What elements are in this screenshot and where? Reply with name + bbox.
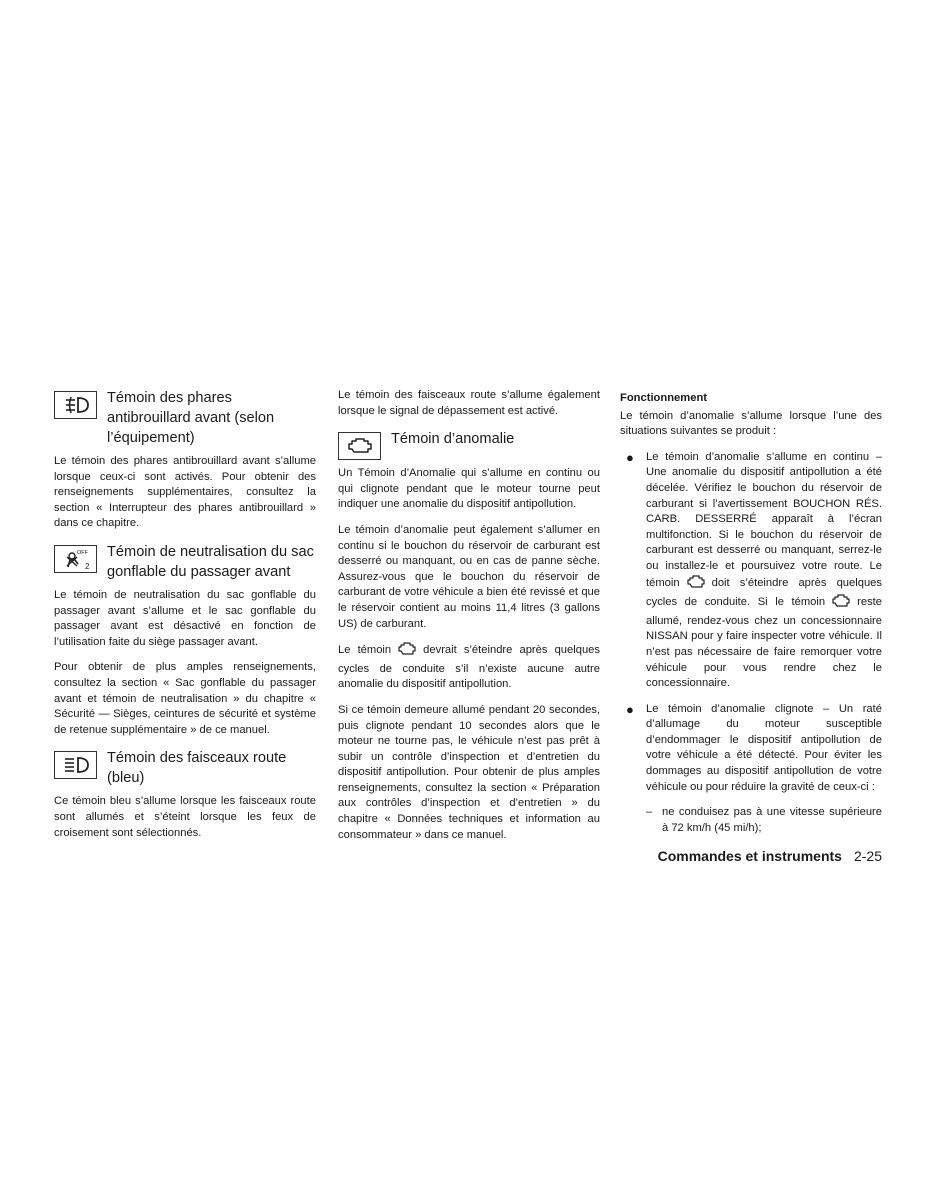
list-item	[620, 450, 882, 692]
high-beam-icon	[54, 751, 97, 779]
bullet-icon: ●	[626, 701, 634, 717]
airbag-section-header	[54, 542, 316, 582]
operation-intro: Le témoin d’anomalie s’allume lorsque l’une des situations suivantes se produit :	[620, 409, 882, 438]
fog-light-description: Le témoin des phares antibrouillard avant s’allume lorsque ceux-ci sont activés. Pour obtenir des renseignements supplémentaires, consultez la section « Interrupteur des phares antibrouillard » dans ce chapitre.	[54, 455, 316, 530]
high-beam-description: Ce témoin bleu s’allume lorsque les faisceaux route sont allumés et s’éteint lorsque les feux de croisement sont sélectionnés.	[54, 795, 316, 839]
malfunction-section-header	[338, 429, 600, 460]
bullet-1-part-2: doit s’éteindre après quelques cycles de conduite. Si le témoin	[646, 576, 882, 609]
malfunction-paragraph-3-start: Le témoin	[338, 644, 392, 657]
airbag-paragraph-2: Pour obtenir de plus amples renseignements, consultez la section « Sac gonflable du passager avant et témoin de neutralisation » du chapitre « Sécurité — Sièges, ceintures de sécurité et système de retenue supplémentaire » de ce manuel.	[54, 661, 316, 736]
dash-list-item	[620, 805, 882, 836]
engine-check-icon	[338, 432, 381, 460]
bullet-2-text: Le témoin d’anomalie clignote – Un raté d’allumage du moteur susceptible d’endommager le dispositif antipollution de votre véhicule a été détecté. Pour éviter les dommages au dispositif antipollution de votre véhicule ou pour réduire la gravité de ceux-ci :	[646, 702, 882, 793]
fog-light-title: Témoin des phares antibrouillard avant (selon l’équipement)	[107, 390, 275, 446]
airbag-off-icon	[54, 545, 97, 573]
footer-section-title: Commandes et instruments	[657, 848, 842, 864]
bullet-1-part-3: reste allumé, rendez-vous chez un concessionnaire NISSAN pour y faire inspecter votre véhicule. Il n’est pas nécessaire de faire remorquer votre véhicule pour vous rendre chez le concessionnaire.	[646, 596, 882, 690]
engine-check-icon	[831, 594, 851, 614]
fog-light-section-header	[54, 388, 316, 448]
airbag-off-text: OFF	[76, 549, 88, 556]
high-beam-title: Témoin des faisceaux route (bleu)	[107, 750, 287, 787]
fog-light-icon	[54, 391, 97, 419]
malfunction-paragraph-4: Si ce témoin demeure allumé pendant 20 secondes, puis clignote pendant 10 secondes alors que le moteur ne tourne pas, le véhicule n’est pas prêt à subir un contrôle d’inspection et d’entretien du dispositif antipollution. Pour obtenir de plus amples renseignements, consultez la section « Préparation aux contrôles d’inspection et d’entretien » du chapitre « Données techniques et information au consommateur » dans ce manuel.	[338, 703, 600, 841]
malfunction-paragraph-1: Un Témoin d’Anomalie qui s’allume en continu ou qui clignote pendant que le moteur tourne peut indiquer une anomalie du dispositif antipollution.	[338, 467, 600, 511]
bullet-1-text	[646, 450, 882, 692]
dash-icon: –	[646, 806, 653, 819]
bullet-icon: ●	[626, 449, 634, 465]
page-footer	[620, 848, 882, 864]
dash-1-text: ne conduisez pas à une vitesse supérieure à 72 km/h (45 mi/h);	[662, 806, 882, 834]
engine-check-icon	[397, 642, 417, 662]
column-2	[338, 388, 600, 853]
bullet-1-part-1: Le témoin d’anomalie s’allume en continu – Une anomalie du dispositif antipollution a été décelée. Vérifiez le bouchon du réservoir de carburant si l’avertissement BOUCHON RÉS. CARB. DESSERRÉ apparaît à l’écran multifonction. Si le bouchon du réservoir de carburant est desserré ou manquant, serrez-le ou installez-le et poursuivez votre route. Le témoin	[646, 450, 882, 589]
malfunction-title: Témoin d’anomalie	[391, 431, 515, 448]
airbag-paragraph-1: Le témoin de neutralisation du sac gonflable du passager avant s’allume et le sac gonflable du passager avant est désactivé en fonction de l’utilisation faite du siège passager avant.	[54, 588, 316, 648]
list-item	[620, 702, 882, 796]
column-1	[54, 388, 316, 851]
high-beam-section-header	[54, 748, 316, 788]
malfunction-paragraph-2: Le témoin d’anomalie peut également s’allumer en continu si le bouchon du réservoir de carburant est desserré ou manquant, ou en cas de panne sèche. Assurez-vous que le bouchon du réservoir de carburant de votre véhicule a bien été revissé et que le réservoir contient au moins 11,4 litres (3 gallons US) de carburant.	[338, 523, 600, 630]
malfunction-paragraph-3-end: devrait s’éteindre après quelques cycles de conduite s’il n’existe aucune autre anomalie du dispositif antipollution.	[338, 644, 600, 691]
airbag-title: Témoin de neutralisation du sac gonflable du passager avant	[107, 543, 314, 580]
airbag-seat-number: 2	[84, 561, 89, 571]
engine-check-icon	[686, 575, 706, 595]
operation-subheading: Fonctionnement	[620, 392, 708, 404]
malfunction-paragraph-3	[338, 642, 600, 693]
page-number: 2-25	[853, 848, 882, 864]
column-3	[620, 388, 882, 836]
high-beam-passing-text: Le témoin des faisceaux route s’allume également lorsque le signal de dépassement est activé.	[338, 389, 600, 417]
